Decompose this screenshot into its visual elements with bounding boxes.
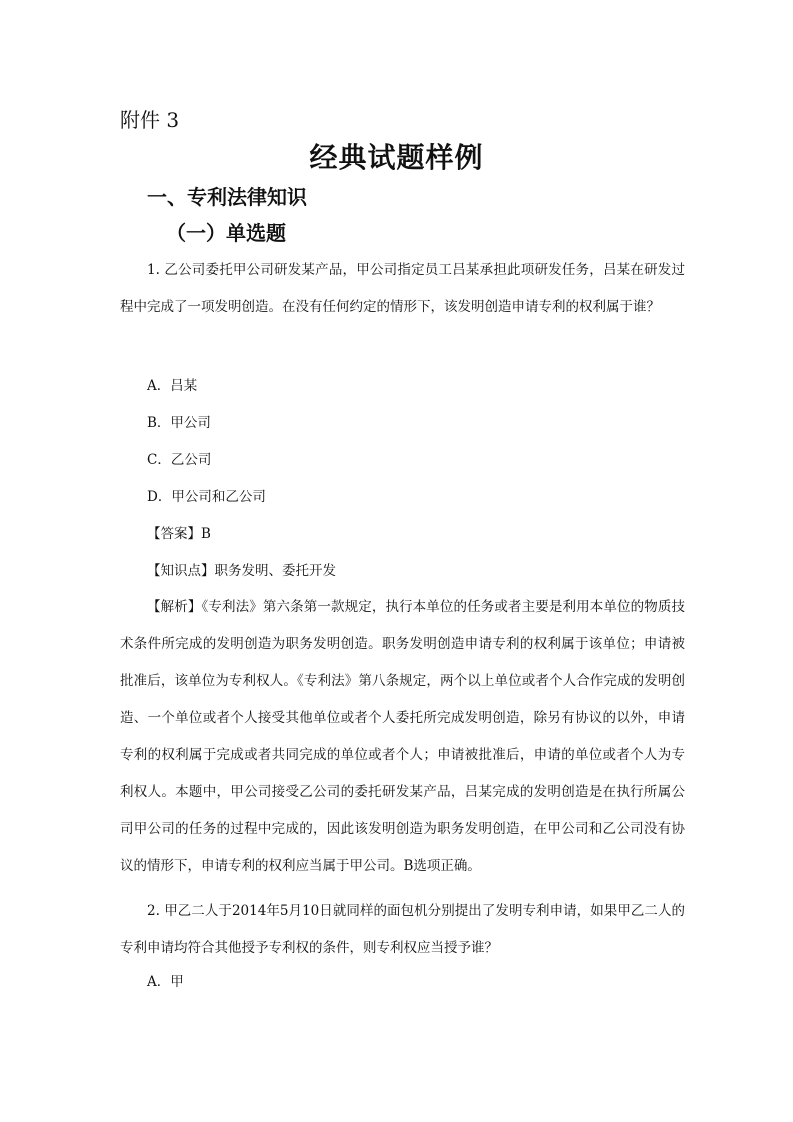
- question-1-answer: 【答案】B: [147, 526, 211, 542]
- subsection-heading: （一）单选题: [166, 221, 286, 245]
- attachment-label: 附件 3: [120, 108, 180, 132]
- page-title: 经典试题样例: [309, 141, 484, 174]
- question-2-option-a: A．甲: [147, 974, 184, 990]
- question-1-option-a: A．吕某: [147, 378, 198, 394]
- section-heading: 一、专利法律知识: [147, 185, 307, 209]
- question-1-option-c: C．乙公司: [147, 452, 212, 468]
- question-1-knowledge-point: 【知识点】职务发明、委托开发: [147, 563, 336, 579]
- question-2-stem: 2. 甲乙二人于2014年5月10日就同样的面包机分别提出了发明专利申请，如果甲乙二人的专利申请均符合其他授予专利权的条件，则专利权应当授予谁？: [120, 903, 685, 956]
- question-1-stem: 1. 乙公司委托甲公司研发某产品，甲公司指定员工吕某承担此项研发任务，吕某在研发过程中完成了一项发明创造。在没有任何约定的情形下，该发明创造申请专利的权利属于谁？: [120, 262, 685, 315]
- question-1-analysis: 【解析】《专利法》第六条第一款规定，执行本单位的任务或者主要是利用本单位的物质技术条件所完成的发明创造为职务发明创造。职务发明创造申请专利的权利属于该单位；申请被批准后，该单位为专利权人。《专利法》第八条规定，两个以上单位或者个人合作完成的发明创造、一个单位或者个人接受其他单位或者个人委托所完成发明创造，除另有协议的以外，申请专利的权利属于完成或者共同完成的单位或者个人；申请被批准后，申请的单位或者个人为专利权人。本题中，甲公司接受乙公司的委托研发某产品，吕某完成的发明创造是在执行所属公司甲公司的任务的过程中完成的，因此该发明创造为职务发明创造，在甲公司和乙公司没有协议的情形下，申请专利的权利应当属于甲公司。B选项正确。: [120, 599, 685, 874]
- question-1-option-b: B．甲公司: [147, 415, 211, 431]
- question-1-option-d: D．甲公司和乙公司: [147, 489, 266, 505]
